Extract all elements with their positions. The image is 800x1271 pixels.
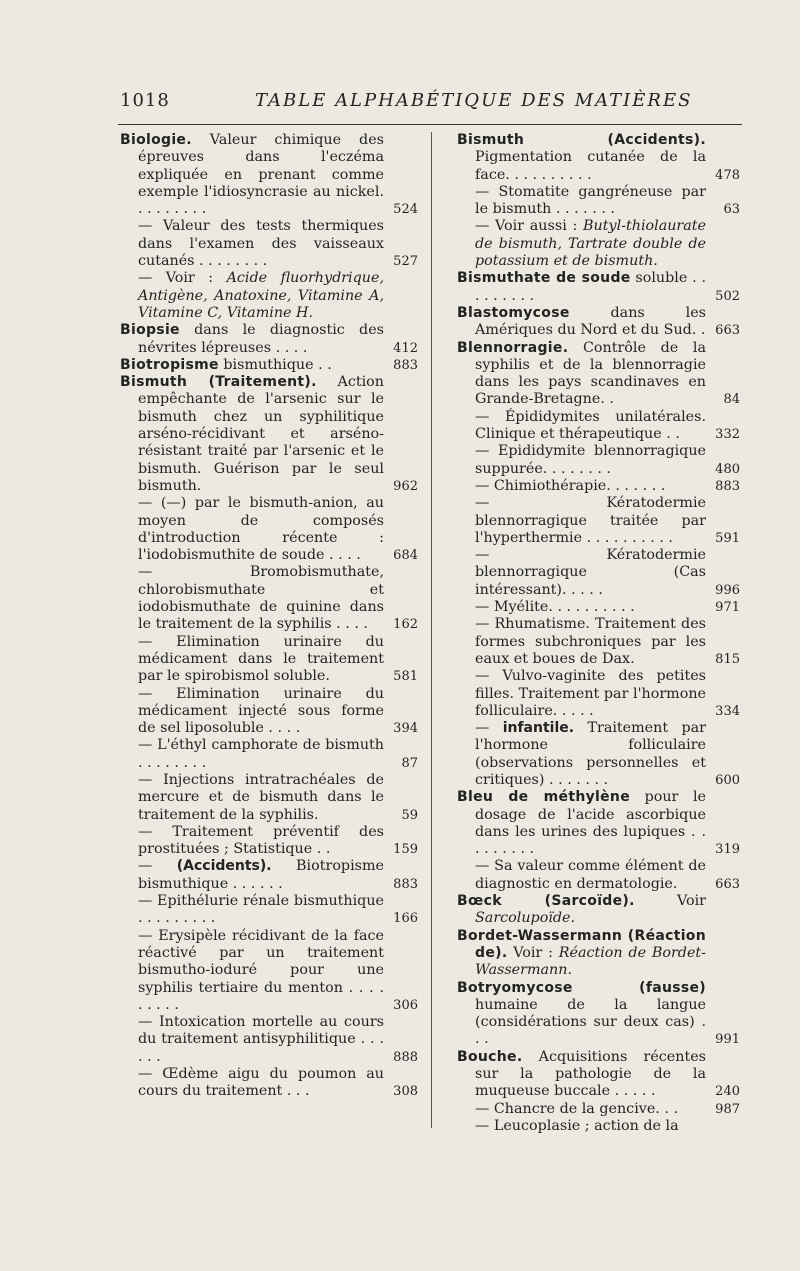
entry-heading: Bœck (Sarcoïde). — [457, 893, 635, 910]
entry-text: — Leucoplasie ; action de la — [475, 1117, 679, 1134]
index-subentry — [120, 564, 418, 633]
page-reference: 991 — [715, 1032, 740, 1048]
entry-text: dans les Amériques du Nord et du Sud. . — [475, 304, 706, 339]
entry-text: — L'éthyl camphorate de bismuth . . . . . . . . — [138, 737, 384, 771]
entry-text: — Bromobismuthate, chlorobismuthate et iodobismuthate de quinine dans le traitement de la syphilis . . . . — [138, 564, 384, 633]
running-title: TABLE ALPHABÉTIQUE DES MATIÈRES — [255, 90, 693, 111]
index-subentry — [457, 478, 740, 495]
index-subentry — [120, 824, 418, 859]
cross-reference: Sarcolupoïde. — [475, 910, 576, 927]
entry-text: — Traitement préventif des prostituées ; Statistique . . — [138, 823, 384, 858]
entry-text: Voir — [634, 893, 707, 910]
page-reference: 478 — [715, 167, 740, 183]
page-reference: 87 — [401, 755, 418, 771]
entry-heading: Bismuth (Accidents). — [457, 132, 706, 148]
page-reference: 306 — [393, 997, 418, 1013]
index-entry — [120, 357, 418, 374]
entry-text: — Epithélurie rénale bismuthique . . . . . . . . . — [138, 893, 384, 927]
entry-text: — Kératodermie blennorragique (Cas intéressant). . . . . — [475, 547, 706, 598]
page-reference: 663 — [715, 323, 740, 339]
entry-heading: Blastomycose — [457, 304, 570, 321]
index-subentry — [457, 547, 740, 599]
index-subentry — [120, 634, 418, 686]
entry-text: Voir : — [507, 944, 559, 961]
index-entry — [457, 305, 740, 340]
page-reference: 308 — [393, 1084, 418, 1100]
entry-text: — Elimination urinaire du médicament injecté sous forme de sel liposoluble . . . . — [138, 685, 384, 737]
index-subentry — [120, 270, 418, 322]
page-number: 1018 — [120, 90, 170, 111]
page-reference: 166 — [393, 911, 418, 927]
entry-text: Valeur chimique des épreuves dans l'eczéma expliquée en prenant comme exemple l'idiosyncrasie au nickel. . . . . . . . . — [138, 132, 384, 218]
index-subentry — [120, 218, 418, 270]
entry-text: — Erysipèle récidivant de la face réactivé par un traitement bismutho-ioduré pour une syphilis tertiaire du menton . . . . . . . . . — [138, 927, 384, 1013]
index-subentry — [120, 495, 418, 564]
entry-text: Traitement par l'hormone folliculaire (observations personnelles et critiques) . . . . . . . — [475, 720, 706, 788]
page-reference: 502 — [715, 288, 740, 304]
page-reference: 480 — [715, 461, 740, 477]
index-entry — [457, 132, 740, 184]
index-entry — [120, 374, 418, 495]
right-column — [457, 132, 740, 1135]
entry-text: — Voir : — [138, 270, 227, 287]
page-reference: 334 — [715, 703, 740, 719]
subentry-heading: (Accidents). — [176, 858, 272, 875]
index-entry — [457, 980, 740, 1049]
index-subentry — [457, 1118, 740, 1135]
index-entry — [457, 270, 740, 305]
index-subentry — [120, 1014, 418, 1066]
page-reference: 684 — [393, 548, 418, 564]
page-reference: 63 — [723, 202, 740, 218]
entry-text: — Rhumatisme. Traitement des formes subchroniques par les eaux et boues de Dax. — [475, 616, 706, 667]
entry-text: Acquisitions récentes sur la pathologie de la muqueuse buccale . . . . . — [475, 1048, 706, 1100]
index-entry — [457, 1049, 740, 1101]
index-subentry — [457, 720, 740, 789]
page-reference: 888 — [393, 1049, 418, 1065]
page-reference: 412 — [393, 340, 418, 356]
entry-heading: Biologie. — [120, 132, 192, 148]
page-reference: 59 — [401, 807, 418, 823]
index-entry — [457, 789, 740, 858]
entry-text: — Intoxication mortelle au cours du traitement antisyphilitique . . . . . . — [138, 1014, 384, 1065]
entry-heading: Biotropisme — [120, 356, 219, 373]
entry-heading: Botryomycose (fausse) — [457, 979, 706, 996]
entry-heading: Bismuth (Traitement). — [120, 374, 317, 391]
subentry-dash: — — [138, 858, 177, 875]
entry-text: Contrôle de la syphilis et de la blennorragie dans les pays scandinaves en Grande-Bretagne. . — [475, 339, 706, 408]
page-reference: 394 — [393, 721, 418, 737]
page-reference: 962 — [393, 478, 418, 494]
left-column — [120, 132, 418, 1101]
page-reference: 883 — [393, 876, 418, 892]
cross-reference: Acide fluorhydrique, Antigène, Anatoxine, Vitamine A, Vitamine C, Vitamine H. — [138, 270, 384, 321]
entry-text: — Épididymites unilatérales. Clinique et thérapeutique . . — [475, 408, 706, 443]
index-subentry — [457, 599, 740, 616]
entry-text: Pigmentation cutanée de la face. . . . . . . . . . — [475, 149, 706, 183]
subentry-heading: infantile. — [502, 720, 575, 737]
index-subentry — [457, 495, 740, 547]
entry-text: — Sa valeur comme élément de diagnostic en dermatologie. — [475, 858, 706, 892]
page-reference: 319 — [715, 842, 740, 858]
entry-text: — Elimination urinaire du médicament dans le traitement par le spirobismol soluble. — [138, 633, 384, 685]
page-reference: 815 — [715, 651, 740, 667]
entry-text: — Kératodermie blennorragique traitée par l'hyperthermie . . . . . . . . . . — [475, 495, 706, 546]
index-subentry — [457, 443, 740, 478]
page-reference: 663 — [715, 876, 740, 892]
index-subentry — [457, 616, 740, 668]
index-subentry — [457, 1101, 740, 1118]
entry-text: humaine de la langue (considérations sur deux cas) . . . — [475, 996, 706, 1048]
entry-heading: Biopsie — [120, 322, 180, 339]
entry-heading: Bismuthate de soude — [457, 270, 631, 287]
index-subentry — [457, 409, 740, 444]
cross-reference: Réaction de Bordet-Wassermann. — [475, 944, 706, 979]
index-subentry — [120, 1066, 418, 1101]
entry-text: — Chimiothérapie. . . . . . . — [475, 477, 666, 494]
entry-text: — Valeur des tests thermiques dans l'examen des vaisseaux cutanés . . . . . . . . — [138, 218, 384, 270]
entry-text: — Epididymite blennorragique suppurée. . . . . . . . — [475, 443, 706, 477]
cross-reference: Butyl-thiolaurate de bismuth, Tartrate double de potassium et de bismuth. — [475, 218, 706, 270]
entry-text: Action empêchante de l'arsenic sur le bismuth chez un syphilitique arséno-récidivant et arséno-résistant traité par l'arsenic et le bismuth. Guérison par le seul bismuth. — [138, 374, 384, 494]
entry-text: — Voir aussi : — [475, 218, 584, 235]
entry-heading: Bordet-Wassermann (Réaction de). — [457, 927, 706, 961]
page-reference: 883 — [715, 478, 740, 494]
index-subentry — [120, 737, 418, 772]
entry-text: soluble . . . . . . . . . — [475, 270, 706, 304]
page-reference: 971 — [715, 600, 740, 616]
page-reference: 883 — [393, 357, 418, 373]
index-subentry — [120, 772, 418, 824]
index-subentry — [120, 893, 418, 928]
index-subentry — [457, 858, 740, 893]
page-reference: 162 — [393, 617, 418, 633]
index-entry — [457, 340, 740, 409]
page-reference: 84 — [723, 392, 740, 408]
entry-text: — Myélite. . . . . . . . . . — [475, 599, 635, 616]
page-reference: 159 — [393, 842, 418, 858]
entry-text: Biotropisme bismuthique . . . . . . — [138, 858, 385, 892]
subentry-dash: — — [475, 720, 503, 737]
column-divider — [431, 132, 432, 1128]
index-subentry — [120, 928, 418, 1014]
entry-heading: Bouche. — [457, 1048, 523, 1065]
page-reference: 987 — [715, 1101, 740, 1117]
entry-text: — Chancre de la gencive. . . — [475, 1100, 679, 1117]
entry-heading: Blennorragie. — [457, 339, 569, 356]
entry-text: bismuthique . . — [218, 356, 332, 373]
index-entry — [120, 322, 418, 357]
index-subentry — [457, 668, 740, 720]
page-reference: 600 — [715, 772, 740, 788]
entry-text: — Stomatite gangréneuse par le bismuth . . . . . . . — [475, 183, 706, 218]
index-subentry — [457, 184, 740, 219]
entry-text: pour le dosage de l'acide ascorbique dans les urines des lupiques . . . . . . . . . — [475, 789, 706, 858]
page-reference: 591 — [715, 530, 740, 546]
index-entry — [457, 928, 740, 980]
index-entry — [120, 132, 418, 218]
entry-text: — Injections intratrachéales de mercure et de bismuth dans le traitement de la syphilis. — [138, 771, 384, 823]
entry-text: dans le diagnostic des névrites lépreuses . . . . — [138, 322, 384, 356]
entry-heading: Bleu de méthylène — [457, 789, 630, 806]
entry-text: — Œdème aigu du poumon au cours du traitement . . . — [138, 1066, 384, 1100]
entry-text: — Vulvo-vaginite des petites filles. Traitement par l'hormone folliculaire. . . . . — [475, 668, 706, 719]
index-subentry — [120, 686, 418, 738]
page-reference: 524 — [393, 202, 418, 218]
page-reference: 527 — [393, 254, 418, 270]
entry-text: — (—) par le bismuth-anion, au moyen de composés d'introduction récente : l'iodobismuthite de soude . . . . — [138, 495, 384, 564]
index-subentry — [120, 858, 418, 893]
page-reference: 332 — [715, 427, 740, 443]
index-entry — [457, 893, 740, 928]
page-reference: 581 — [393, 669, 418, 685]
header-rule — [118, 124, 742, 125]
page-reference: 996 — [715, 582, 740, 598]
page-reference: 240 — [715, 1084, 740, 1100]
index-subentry — [457, 218, 740, 270]
